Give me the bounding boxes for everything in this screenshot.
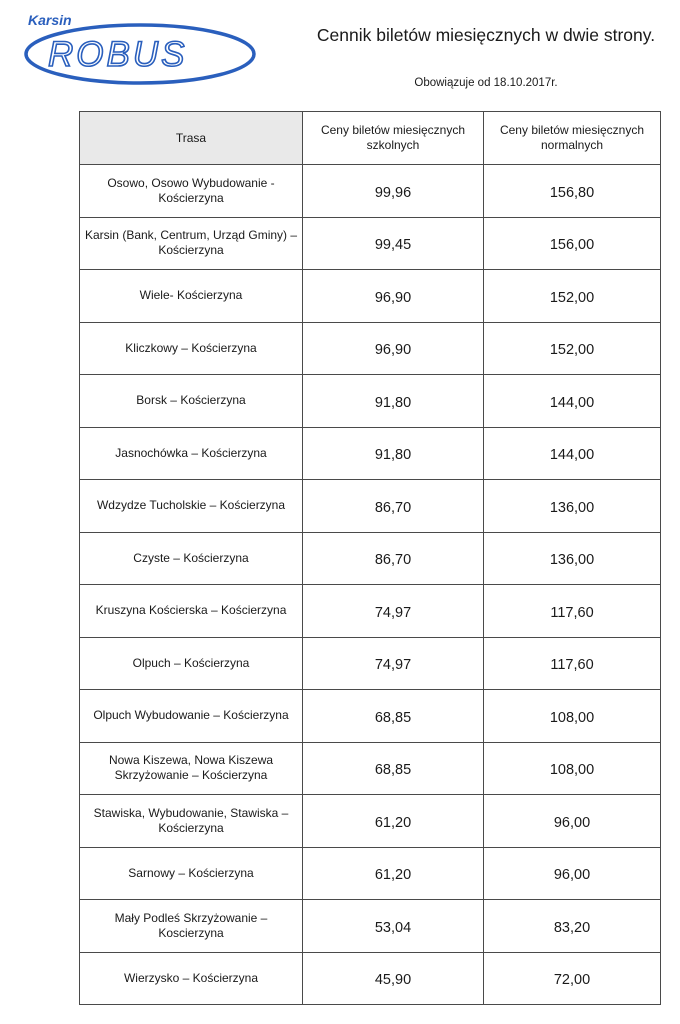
normal-price-cell: 117,60 (484, 585, 661, 638)
route-cell: Olpuch Wybudowanie – Kościerzyna (80, 690, 303, 743)
table-row (80, 742, 661, 795)
school-price-cell: 96,90 (303, 270, 484, 323)
logo-top-text: Karsin (28, 12, 72, 28)
route-cell: Czyste – Kościerzyna (80, 532, 303, 585)
school-price-cell: 99,96 (303, 165, 484, 218)
table-row (80, 270, 661, 323)
table-row (80, 900, 661, 953)
table-row (80, 480, 661, 533)
normal-price-cell: 144,00 (484, 427, 661, 480)
school-price-cell: 96,90 (303, 322, 484, 375)
route-cell: Stawiska, Wybudowanie, Stawiska – Kościerzyna (80, 795, 303, 848)
price-table (79, 111, 661, 1005)
school-price-cell: 91,80 (303, 375, 484, 428)
route-cell: Kliczkowy – Kościerzyna (80, 322, 303, 375)
school-price-cell: 53,04 (303, 900, 484, 953)
route-cell: Osowo, Osowo Wybudowanie - Kościerzyna (80, 165, 303, 218)
table-row (80, 217, 661, 270)
normal-price-cell: 156,00 (484, 217, 661, 270)
route-cell: Borsk – Kościerzyna (80, 375, 303, 428)
table-row (80, 322, 661, 375)
robus-logo (22, 10, 262, 86)
table-row (80, 165, 661, 218)
normal-price-cell: 96,00 (484, 847, 661, 900)
school-price-cell: 45,90 (303, 952, 484, 1005)
header-normal-price: Ceny biletów miesięcznych normalnych (484, 112, 661, 165)
normal-price-cell: 144,00 (484, 375, 661, 428)
table-row (80, 637, 661, 690)
normal-price-cell: 72,00 (484, 952, 661, 1005)
logo-graphic (22, 10, 262, 86)
school-price-cell: 61,20 (303, 847, 484, 900)
normal-price-cell: 156,80 (484, 165, 661, 218)
table-row (80, 952, 661, 1005)
normal-price-cell: 136,00 (484, 480, 661, 533)
normal-price-cell: 96,00 (484, 795, 661, 848)
normal-price-cell: 152,00 (484, 270, 661, 323)
school-price-cell: 74,97 (303, 637, 484, 690)
school-price-cell: 61,20 (303, 795, 484, 848)
table-row (80, 532, 661, 585)
school-price-cell: 74,97 (303, 585, 484, 638)
normal-price-cell: 108,00 (484, 690, 661, 743)
table-row (80, 375, 661, 428)
school-price-cell: 68,85 (303, 690, 484, 743)
table-row (80, 585, 661, 638)
normal-price-cell: 108,00 (484, 742, 661, 795)
route-cell: Karsin (Bank, Centrum, Urząd Gminy) – Kościerzyna (80, 217, 303, 270)
school-price-cell: 86,70 (303, 532, 484, 585)
route-cell: Wierzysko – Kościerzyna (80, 952, 303, 1005)
school-price-cell: 99,45 (303, 217, 484, 270)
school-price-cell: 91,80 (303, 427, 484, 480)
table-row (80, 690, 661, 743)
route-cell: Wdzydze Tucholskie – Kościerzyna (80, 480, 303, 533)
route-cell: Nowa Kiszewa, Nowa Kiszewa Skrzyżowanie – Kościerzyna (80, 742, 303, 795)
valid-from-date: Obowiązuje od 18.10.2017r. (414, 77, 558, 89)
normal-price-cell: 83,20 (484, 900, 661, 953)
route-cell: Olpuch – Kościerzyna (80, 637, 303, 690)
school-price-cell: 86,70 (303, 480, 484, 533)
route-cell: Wiele- Kościerzyna (80, 270, 303, 323)
normal-price-cell: 136,00 (484, 532, 661, 585)
route-cell: Sarnowy – Kościerzyna (80, 847, 303, 900)
table-row (80, 427, 661, 480)
normal-price-cell: 152,00 (484, 322, 661, 375)
table-row (80, 795, 661, 848)
route-cell: Kruszyna Kościerska – Kościerzyna (80, 585, 303, 638)
table-row (80, 847, 661, 900)
route-cell: Mały Podleś Skrzyżowanie – Koscierzyna (80, 900, 303, 953)
table-header-row (80, 112, 661, 165)
page-title: Cennik biletów miesięcznych w dwie strony. (316, 25, 656, 45)
school-price-cell: 68,85 (303, 742, 484, 795)
header-route: Trasa (80, 112, 303, 165)
normal-price-cell: 117,60 (484, 637, 661, 690)
header-school-price: Ceny biletów miesięcznych szkolnych (303, 112, 484, 165)
logo-main-text: ROBUS (48, 35, 188, 74)
route-cell: Jasnochówka – Kościerzyna (80, 427, 303, 480)
